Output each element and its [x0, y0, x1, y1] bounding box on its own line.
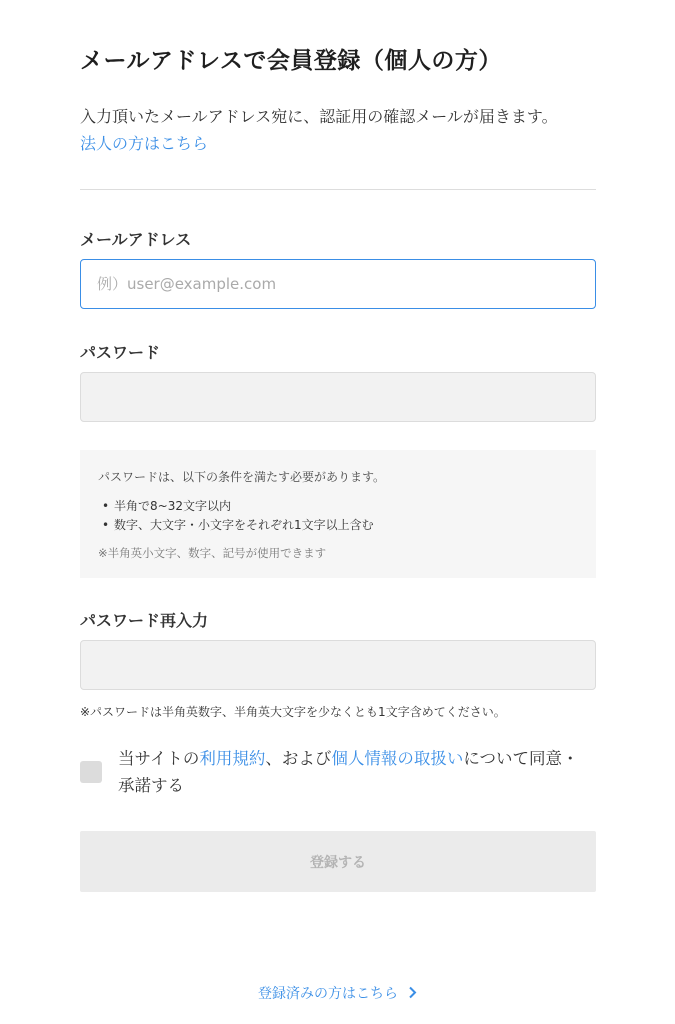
corporate-signup-link[interactable]: 法人の方はこちら [80, 134, 209, 153]
consent-checkbox[interactable] [80, 761, 102, 783]
privacy-link[interactable]: 個人情報の取扱い [331, 749, 464, 768]
page-title: メールアドレスで会員登録（個人の方） [80, 48, 502, 74]
divider [80, 189, 596, 190]
password-rules-list [98, 497, 578, 535]
register-button[interactable]: 登録する [80, 831, 596, 892]
password-rule-item: • 半角で8~32文字以内 [102, 499, 231, 513]
password-label: パスワード [80, 343, 161, 362]
terms-link[interactable]: 利用規約 [199, 749, 266, 768]
already-registered-label: 登録済みの方はこちら [258, 986, 398, 1002]
password-rules-note: ※半角英小文字、数字、記号が使用できます [98, 546, 327, 560]
password-confirm-label: パスワード再入力 [80, 611, 209, 630]
password-confirm-hint: ※パスワードは半角英数字、半角英大文字を少なくとも1文字含めてください。 [80, 705, 506, 719]
chevron-right-icon [408, 986, 417, 1003]
password-rule-item: • 数字、大文字・小文字をそれぞれ1文字以上含む [102, 518, 374, 532]
email-input[interactable] [80, 259, 596, 309]
password-input[interactable] [80, 372, 596, 422]
password-confirm-input[interactable] [80, 640, 596, 690]
password-rules-heading: パスワードは、以下の条件を満たす必要があります。 [98, 470, 386, 484]
already-registered-link[interactable] [0, 983, 675, 1003]
password-rules-box [80, 450, 596, 578]
email-label: メールアドレス [80, 230, 192, 249]
intro-text: 入力頂いたメールアドレス宛に、認証用の確認メールが届きます。 [80, 107, 558, 126]
consent-text: 当サイトの利用規約、および個人情報の取扱いについて同意・承諾する [118, 749, 579, 795]
